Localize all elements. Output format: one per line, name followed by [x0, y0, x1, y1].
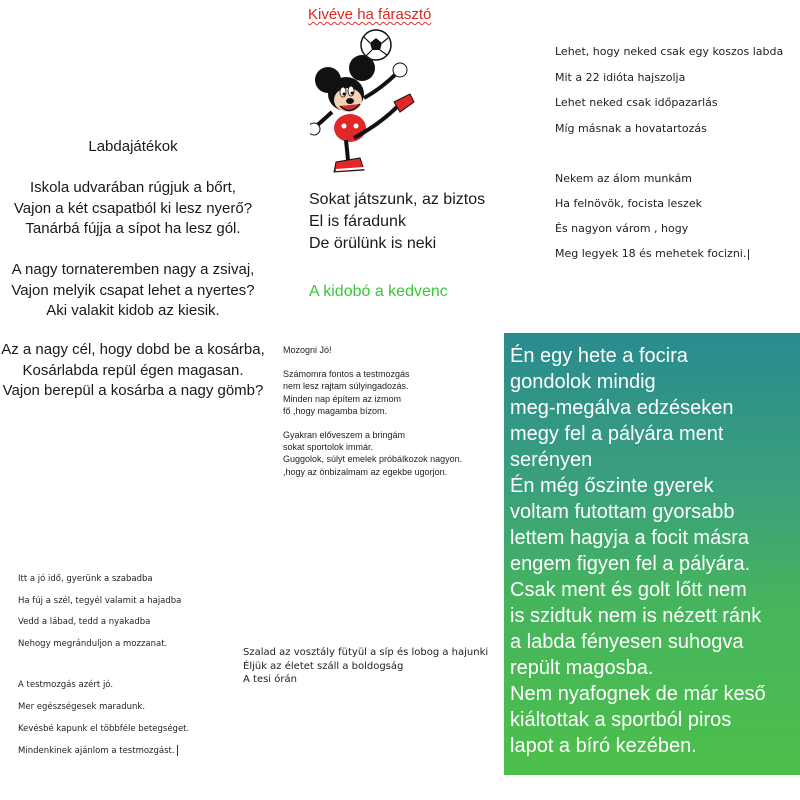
poem-line: sokat sportolok immár.	[283, 442, 374, 453]
poem-line: Csak ment és golt lőtt nem	[510, 579, 747, 601]
poem-title: Mozogni Jó!	[283, 345, 332, 355]
poem-line: Nehogy megránduljon a mozzanat.	[18, 638, 168, 649]
poem-line: ,hogy az önbizalmam az egekbe ugorjon.	[283, 466, 448, 477]
text-cursor	[748, 249, 749, 260]
middle-poem	[309, 189, 485, 255]
text-cursor	[177, 745, 178, 756]
left-poem-stanza-1	[0, 178, 266, 240]
poem-line: Ha felnövök, focista leszek	[555, 197, 702, 210]
poem-line: Ha fúj a szél, tegyél valamit a hajadba	[18, 595, 182, 606]
poem-line: Én még őszinte gyerek	[510, 475, 714, 497]
poem-line: Kevésbé kapunk el többféle betegséget.	[18, 723, 190, 734]
poem-line: Az a nagy cél, hogy dobd be a kosárba,	[1, 341, 265, 358]
poem-line: Mindenkinek ajánlom a testmozgást.	[18, 745, 189, 767]
poem-line: Vajon melyik csapat lehet a nyertes?	[11, 281, 255, 299]
poem-line: Sokat játszunk, az biztos	[309, 191, 486, 208]
poem-line: De örülünk is neki	[309, 235, 437, 252]
poem-line: gondolok mindig	[510, 371, 656, 393]
poem-line: serényen	[510, 449, 593, 471]
poem-line: Míg másnak a hovatartozás	[555, 121, 707, 135]
poem-line: Mer egészségesek maradunk.	[18, 701, 146, 712]
left-poem-stanza-2	[0, 260, 266, 322]
right-poem-stanza-2	[555, 172, 749, 272]
poem-line: Iskola udvarában rúgjuk a bőrt,	[30, 179, 236, 196]
poem-line: Gyakran előveszem a bringám	[283, 430, 406, 441]
poem-line: is szidtuk nem is nézett ránk	[510, 605, 762, 627]
poem-line: Szalad az vosztály fütyül a síp és lobog a hajunki	[243, 647, 489, 658]
poem-line: Éljük az életet száll a boldogság	[243, 660, 404, 672]
poem-line: És nagyon várom , hogy	[555, 222, 689, 235]
poem-line: fő ,hogy magamba bízom.	[283, 405, 388, 416]
green-poem	[510, 343, 800, 759]
poem-line: A nagy tornateremben nagy a zsivaj,	[11, 261, 255, 278]
poem-line: Mit a 22 idióta hajszolja	[555, 70, 686, 84]
poem-line: El is fáradunk	[309, 213, 406, 230]
bottom-left-poem	[18, 574, 189, 767]
poem-line: A testmozgás azért jó.	[18, 680, 114, 691]
poem-line: Vajon berepül a kosárba a nagy gömb?	[2, 382, 264, 399]
poem-line: Minden nap építem az izmom	[283, 393, 402, 404]
poem-line: Guggolok, súlyt emelek próbálkozok nagyon.	[283, 454, 463, 465]
poem-line: Én egy hete a focira	[510, 345, 688, 367]
mozogni-poem	[283, 344, 462, 478]
poem-line: Vedd a lábad, tedd a nyakadba	[18, 617, 151, 628]
poem-line: Itt a jó idő, gyerünk a szabadba	[18, 574, 153, 584]
poem-line: Számomra fontos a testmozgás	[283, 369, 410, 380]
poem-line: repült magosba.	[510, 657, 654, 679]
right-poem-stanza-1	[555, 45, 783, 147]
poem-line: lapot a bíró kezében.	[510, 735, 697, 757]
poem-line: Aki valakit kidob az kiesik.	[46, 302, 220, 319]
bottom-middle-poem	[243, 646, 488, 687]
poem-line: Lehet, hogy neked csak egy koszos labda	[555, 45, 784, 58]
poem-line: Lehet neked csak időpazarlás	[555, 96, 718, 109]
left-poem-stanza-3	[0, 340, 276, 402]
poem-line: Vajon a két csapatból ki lesz nyerő?	[13, 199, 253, 217]
subtitle: Kivéve ha fárasztó	[308, 6, 432, 23]
poem-line: Nekem az álom munkám	[555, 172, 692, 185]
poem-line: megy fel a pályára ment	[510, 423, 724, 445]
green-highlight-line: A kidobó a kedvenc	[309, 283, 448, 300]
poem-line: Kosárlabda repül égen magasan.	[22, 361, 244, 379]
poem-line: engem figyen fel a pályára.	[510, 553, 751, 575]
poem-line: nem lesz rajtam súlyingadozás.	[283, 381, 409, 392]
poem-line: meg-megálva edzéseken	[510, 397, 734, 419]
poem-line: A tesi órán	[243, 674, 297, 685]
mickey-football-illustration	[310, 28, 430, 178]
poem-line: Nem nyafognek de már keső	[510, 683, 766, 705]
poem-line: Meg legyek 18 és mehetek focizni.	[555, 247, 749, 272]
poem-line: lettem hagyja a focit másra	[510, 527, 749, 549]
poem-line: Tanárbá fújja a sípot ha lesz gól.	[25, 220, 241, 237]
poem-line: kiáltottak a sportból piros	[510, 709, 732, 731]
poem-title: Labdajátékok	[88, 138, 178, 155]
poem-line: voltam futottam gyorsabb	[510, 501, 735, 523]
poem-line: a labda fényesen suhogva	[510, 631, 744, 653]
